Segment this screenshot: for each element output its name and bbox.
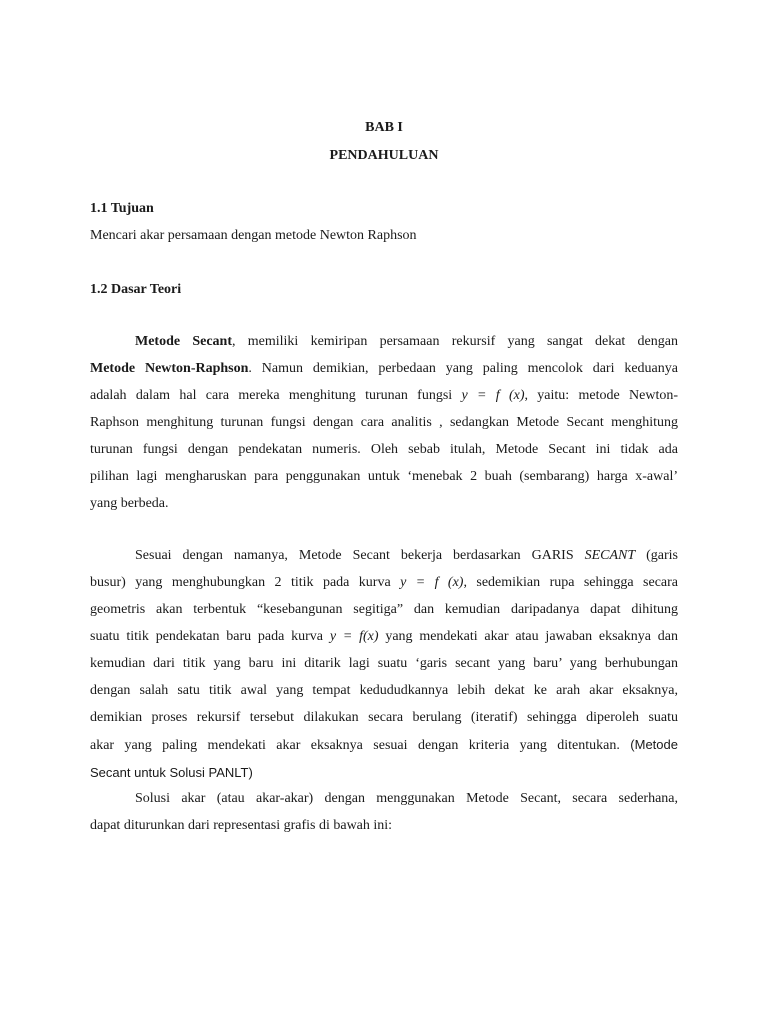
text-line: [90, 328, 678, 355]
text-span: akar yang paling mendekati akar eksaknya sesuai dengan kriteria yang ditentukan.: [90, 738, 631, 753]
text-span: , sedemikian rupa sehingga secara: [463, 575, 679, 590]
text-line: turunan fungsi dengan pendekatan numeris. Oleh sebab itulah, Metode Secant ini tidak ada: [90, 442, 678, 457]
citation: (Metode: [630, 737, 678, 752]
document-page: [90, 0, 678, 1024]
formula: y = f (x): [400, 575, 464, 590]
text-span: , yaitu: metode Newton-: [524, 388, 679, 403]
text-line: kemudian dari titik yang baru ini ditarik lagi suatu ‘garis secant yang baru’ yang berhubungan: [90, 656, 678, 671]
text-line: yang berbeda.: [90, 496, 169, 511]
text-span: busur) yang menghubungkan 2 titik pada kurva: [90, 575, 401, 590]
text-line: dengan salah satu titik awal yang tempat kedududkannya lebih dekat ke arah akar eksaknya,: [90, 683, 678, 698]
text-span: Solusi akar (atau akar-akar) dengan menggunakan Metode Secant, secara sederhana,: [135, 791, 678, 806]
text-line: [90, 623, 678, 650]
text-line: Raphson menghitung turunan fungsi dengan cara analitis , sedangkan Metode Secant menghitung: [90, 415, 678, 430]
text-span: yang mendekati akar atau jawaban eksaknya dan: [378, 629, 678, 644]
text-span: , memiliki kemiripan persamaan rekursif yang sangat dekat dengan: [232, 334, 678, 349]
section-heading-dasar-teori: 1.2 Dasar Teori: [90, 282, 182, 297]
text-line: [90, 542, 678, 569]
text-span: (garis: [635, 548, 678, 563]
text-span: . Namun demikian, perbedaan yang paling mencolok dari keduanya: [248, 361, 678, 376]
term-secant: SECANT: [584, 548, 636, 563]
chapter-title: PENDAHULUAN: [329, 148, 439, 163]
text-line: geometris akan terbentuk “kesebangunan segitiga” dan kemudian daripadanya dapat dihitung: [90, 602, 678, 617]
term-metode-secant: Metode Secant: [135, 334, 233, 349]
paragraph-secant-method: [90, 542, 678, 786]
text-line: [90, 785, 678, 812]
text-span: Sesuai dengan namanya, Metode Secant bekerja berdasarkan GARIS: [135, 548, 585, 563]
section-heading-tujuan: 1.1 Tujuan: [90, 201, 154, 216]
text-line: pilihan lagi mengharuskan para penggunakan untuk ‘menebak 2 buah (sembarang) harga x-awal’: [90, 469, 678, 484]
chapter-label: BAB I: [365, 120, 403, 135]
citation: Secant untuk Solusi PANLT): [90, 765, 253, 780]
text-span: suatu titik pendekatan baru pada kurva: [90, 629, 330, 644]
term-newton-raphson: Metode Newton-Raphson: [90, 361, 249, 376]
text-line: [90, 355, 678, 382]
text-span: adalah dalam hal cara mereka menghitung turunan fungsi: [90, 388, 462, 403]
paragraph-secant-solution: [90, 785, 678, 839]
text-line: dapat diturunkan dari representasi grafis di bawah ini:: [90, 818, 393, 833]
formula: y = f (x): [461, 388, 525, 403]
text-line: [90, 382, 678, 409]
paragraph-secant-intro: [90, 328, 678, 517]
text-line: demikian proses rekursif tersebut dilakukan secara berulang (iteratif) sehingga diperoleh suatu: [90, 710, 678, 725]
formula: y = f(x): [329, 629, 379, 644]
purpose-text: Mencari akar persamaan dengan metode Newton Raphson: [90, 228, 417, 243]
text-line: [90, 569, 678, 596]
text-line: [90, 731, 678, 759]
